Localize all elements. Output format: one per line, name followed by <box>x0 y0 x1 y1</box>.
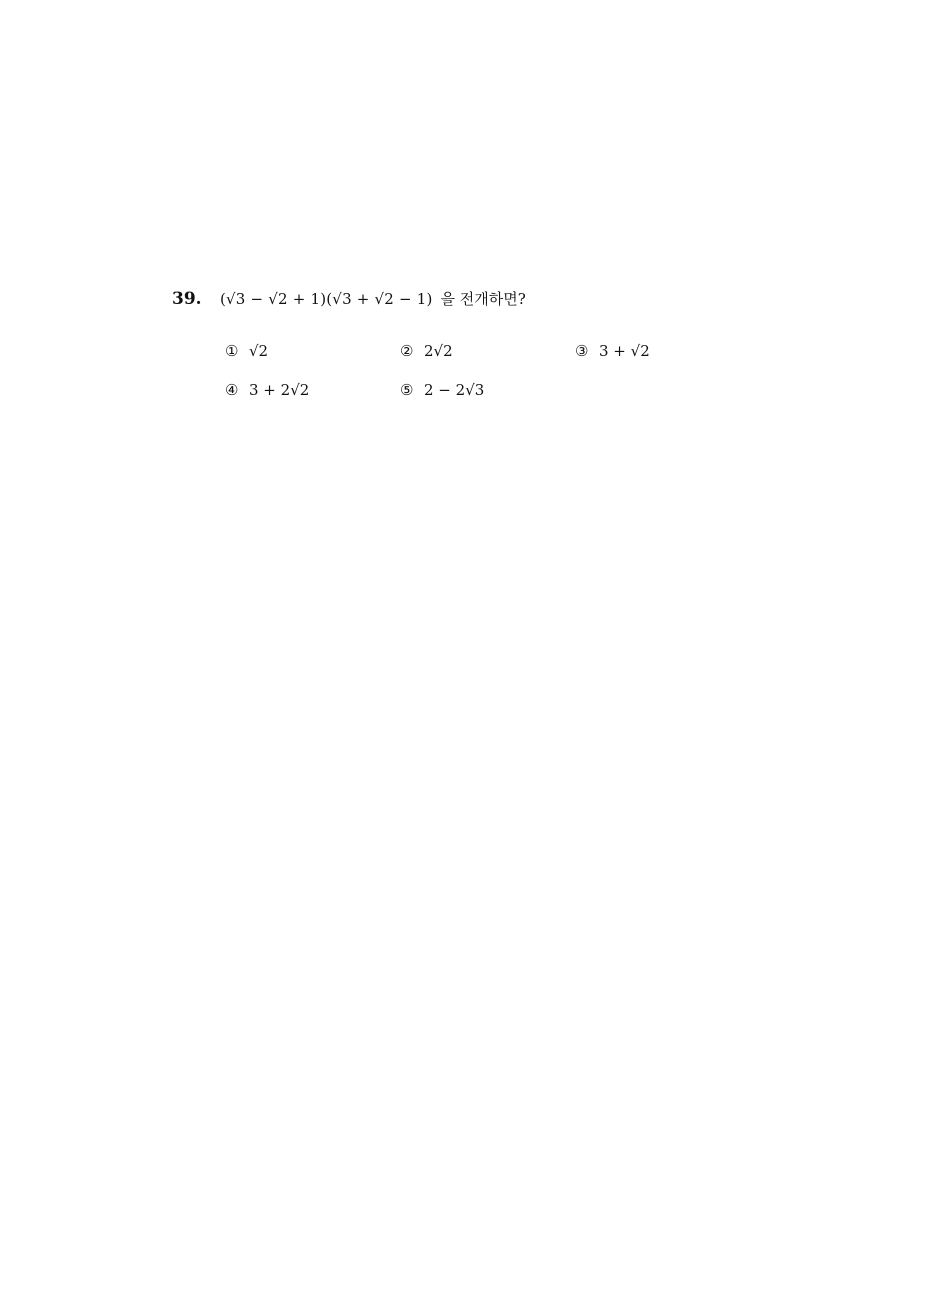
choice-value: 2√2 <box>424 342 453 360</box>
choice-marker: ② <box>400 342 414 360</box>
choice-marker: ④ <box>225 381 239 399</box>
answer-choice-1[interactable] <box>225 340 268 362</box>
choice-value: 2 − 2√3 <box>424 381 485 399</box>
question-text <box>220 288 526 310</box>
choice-marker: ③ <box>575 342 589 360</box>
question-number: 39. <box>172 289 202 309</box>
choice-value: 3 + √2 <box>599 342 650 360</box>
choice-marker: ⑤ <box>400 381 414 399</box>
choice-value: √2 <box>249 342 269 360</box>
answer-choice-2[interactable] <box>400 340 453 362</box>
answer-choice-4[interactable] <box>225 379 309 401</box>
answer-choice-3[interactable] <box>575 340 650 362</box>
question-expression: (√3 − √2 + 1)(√3 + √2 − 1) <box>220 290 433 308</box>
answer-choice-5[interactable] <box>400 379 484 401</box>
choice-marker: ① <box>225 342 239 360</box>
question-prompt: 을 전개하면? <box>440 290 526 308</box>
choice-value: 3 + 2√2 <box>249 381 310 399</box>
